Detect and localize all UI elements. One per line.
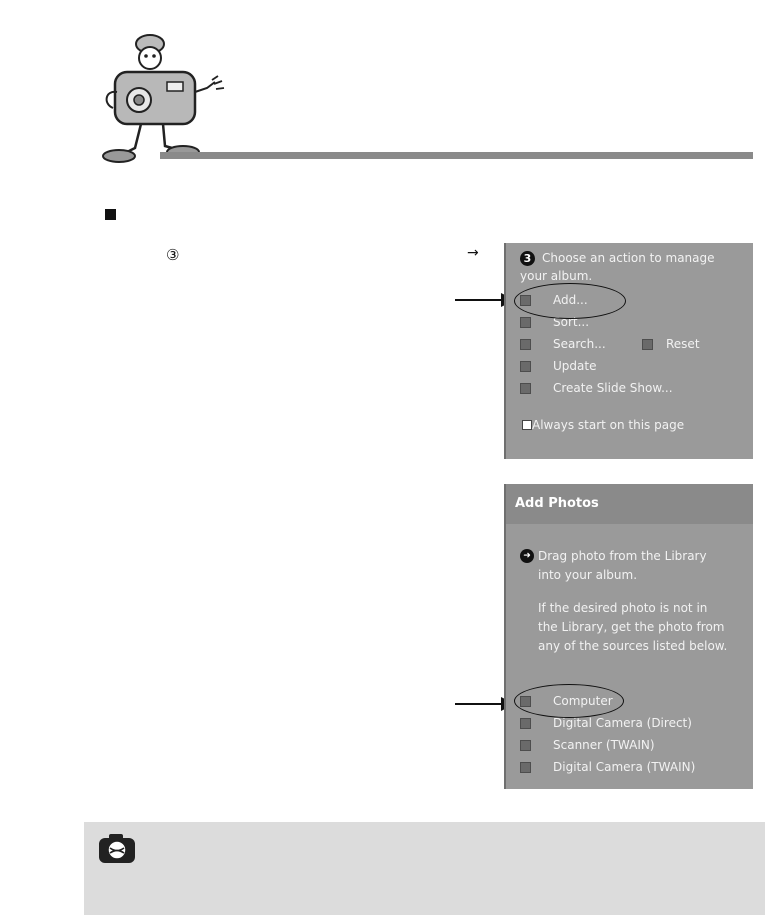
- source-computer[interactable]: Computer: [553, 694, 613, 708]
- panel-heading: Choose an action to manage: [542, 251, 715, 265]
- always-start-checkbox[interactable]: [522, 420, 532, 430]
- highlight-ellipse: [514, 684, 624, 718]
- drag-instruction: Drag photo from the Library: [538, 549, 707, 563]
- camera-direct-checkbox[interactable]: [520, 718, 531, 729]
- action-update[interactable]: Update: [553, 359, 597, 373]
- action-search[interactable]: Search...: [553, 337, 606, 351]
- always-start-label[interactable]: Always start on this page: [532, 418, 685, 432]
- section-bullet: [105, 209, 116, 220]
- manage-album-panel: [504, 243, 753, 459]
- search-checkbox[interactable]: [520, 339, 531, 350]
- source-digital-camera-direct[interactable]: Digital Camera (Direct): [553, 716, 692, 730]
- panel-title: Add Photos: [506, 484, 753, 524]
- slideshow-checkbox[interactable]: [520, 383, 531, 394]
- step-marker: ③: [166, 246, 180, 264]
- action-sort[interactable]: Sort...: [553, 315, 590, 329]
- drag-instruction-cont: into your album.: [538, 568, 638, 582]
- update-checkbox[interactable]: [520, 361, 531, 372]
- panel-heading-cont: your album.: [520, 269, 593, 283]
- reset-checkbox[interactable]: [642, 339, 653, 350]
- source-scanner[interactable]: Scanner (TWAIN): [553, 738, 655, 752]
- small-arrow-icon: →: [467, 245, 479, 261]
- note-box: [84, 822, 765, 915]
- action-add[interactable]: Add...: [553, 293, 588, 307]
- scanner-checkbox[interactable]: [520, 740, 531, 751]
- info-line: any of the sources listed below.: [538, 639, 728, 653]
- add-photos-panel: [504, 484, 753, 789]
- highlight-ellipse: [514, 283, 626, 319]
- action-reset[interactable]: Reset: [666, 337, 700, 351]
- step-number-badge: 3: [520, 251, 535, 266]
- camera-twain-checkbox[interactable]: [520, 762, 531, 773]
- source-digital-camera-twain[interactable]: Digital Camera (TWAIN): [553, 760, 696, 774]
- action-create-slide-show[interactable]: Create Slide Show...: [553, 381, 673, 395]
- header-rule: [160, 152, 753, 159]
- note-camera-icon: [97, 833, 137, 865]
- arrow-circle-icon: ➜: [520, 549, 534, 563]
- camera-mascot-illustration: [95, 30, 225, 165]
- info-line: If the desired photo is not in: [538, 601, 708, 615]
- sort-checkbox[interactable]: [520, 317, 531, 328]
- info-line: the Library, get the photo from: [538, 620, 725, 634]
